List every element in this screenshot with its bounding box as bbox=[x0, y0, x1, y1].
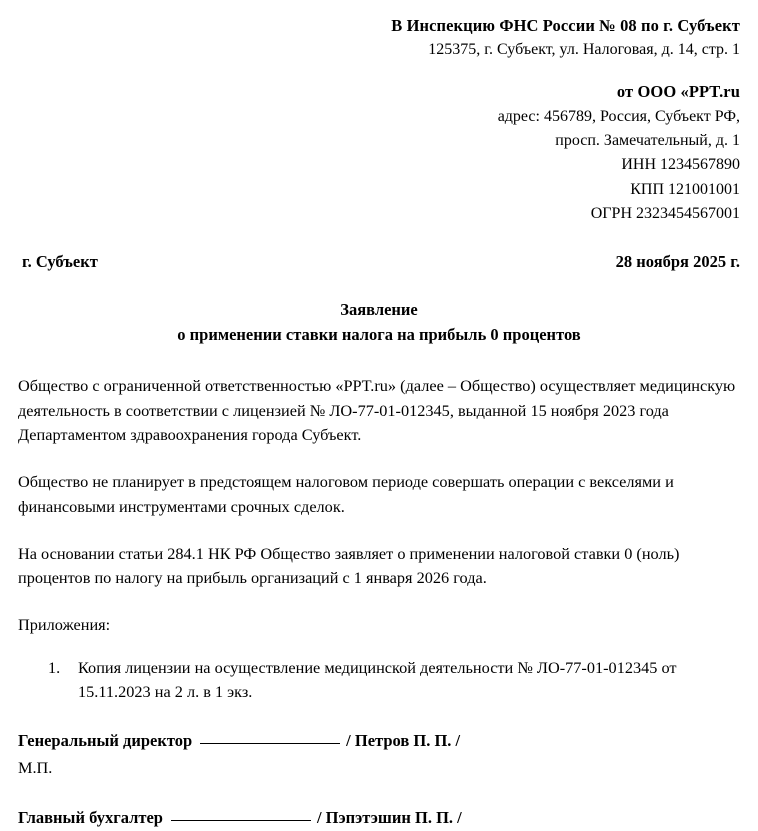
accountant-title: Главный бухгалтер bbox=[18, 808, 163, 828]
body-paragraph-3: На основании статьи 284.1 НК РФ Общество заявляет о применении налоговой ставки 0 (ноль) процентов по налогу на прибыль организаций с 1 января 2026 года. bbox=[18, 543, 680, 588]
accountant-name: / Пэпэтэшин П. П. / bbox=[316, 808, 462, 828]
attachment-text: Копия лицензии на осуществление медицинской деятельности № ЛО-77-01-012345 от 15.11.2023 на 2 л. в 1 экз. bbox=[78, 657, 677, 702]
document-text-body bbox=[18, 374, 740, 591]
director-name: / Петров П. П. / bbox=[346, 731, 461, 751]
document-body bbox=[18, 0, 740, 831]
sender-inn: ИНН 1234567890 bbox=[621, 156, 740, 174]
signature-row-accountant bbox=[18, 806, 740, 831]
document-title-block bbox=[18, 298, 740, 348]
signature-block bbox=[18, 729, 740, 831]
list-item bbox=[18, 656, 740, 706]
place-date-row bbox=[18, 252, 740, 272]
accountant-signature-line[interactable] bbox=[171, 820, 311, 821]
page-subtitle: о применении ставки налога на прибыль 0 процентов bbox=[177, 324, 581, 344]
attachment-number: 1. bbox=[48, 657, 61, 677]
sender-from-line: от ООО «PPT.ru bbox=[616, 81, 740, 101]
stamp-place-mark: М.П. bbox=[18, 757, 53, 777]
body-paragraph-2: Общество не планирует в предстоящем налоговом периоде совершать операции с векселями и финансовыми инструментами срочных сделок. bbox=[18, 472, 674, 516]
attachments-label: Приложения: bbox=[18, 615, 111, 635]
signature-spacer bbox=[18, 780, 740, 806]
sender-block bbox=[18, 80, 740, 226]
body-paragraph-1: Общество с ограниченной ответственностью «PPT.ru» (далее – Общество) осуществляет медицинскую деятельность в соответствии с лицензией № ЛО-77-01-012345, выданной 15 ноября 2023 года Департаментом здравоохранения города Субъект. bbox=[18, 375, 736, 445]
page-title: Заявление bbox=[340, 300, 418, 320]
sender-address-line-1: адрес: 456789, Россия, Субъект РФ, bbox=[497, 107, 740, 125]
sender-kpp: КПП 121001001 bbox=[630, 180, 740, 198]
place-city: г. Субъект bbox=[22, 252, 98, 272]
sender-ogrn: ОГРН 2323454567001 bbox=[590, 204, 740, 222]
addressee-block bbox=[18, 0, 740, 62]
addressee-to-line: В Инспекцию ФНС России № 08 по г. Субъект bbox=[391, 16, 740, 35]
attachments-block bbox=[18, 613, 740, 705]
director-signature-line[interactable] bbox=[200, 743, 340, 744]
director-title: Генеральный директор bbox=[18, 731, 193, 751]
sender-address-line-2: просп. Замечательный, д. 1 bbox=[555, 131, 740, 149]
attachments-list bbox=[18, 656, 740, 706]
addressee-address-line: 125375, г. Субъект, ул. Налоговая, д. 14, стр. 1 bbox=[428, 40, 740, 58]
document-date: 28 ноября 2025 г. bbox=[615, 252, 740, 272]
signature-row-director bbox=[18, 729, 740, 754]
